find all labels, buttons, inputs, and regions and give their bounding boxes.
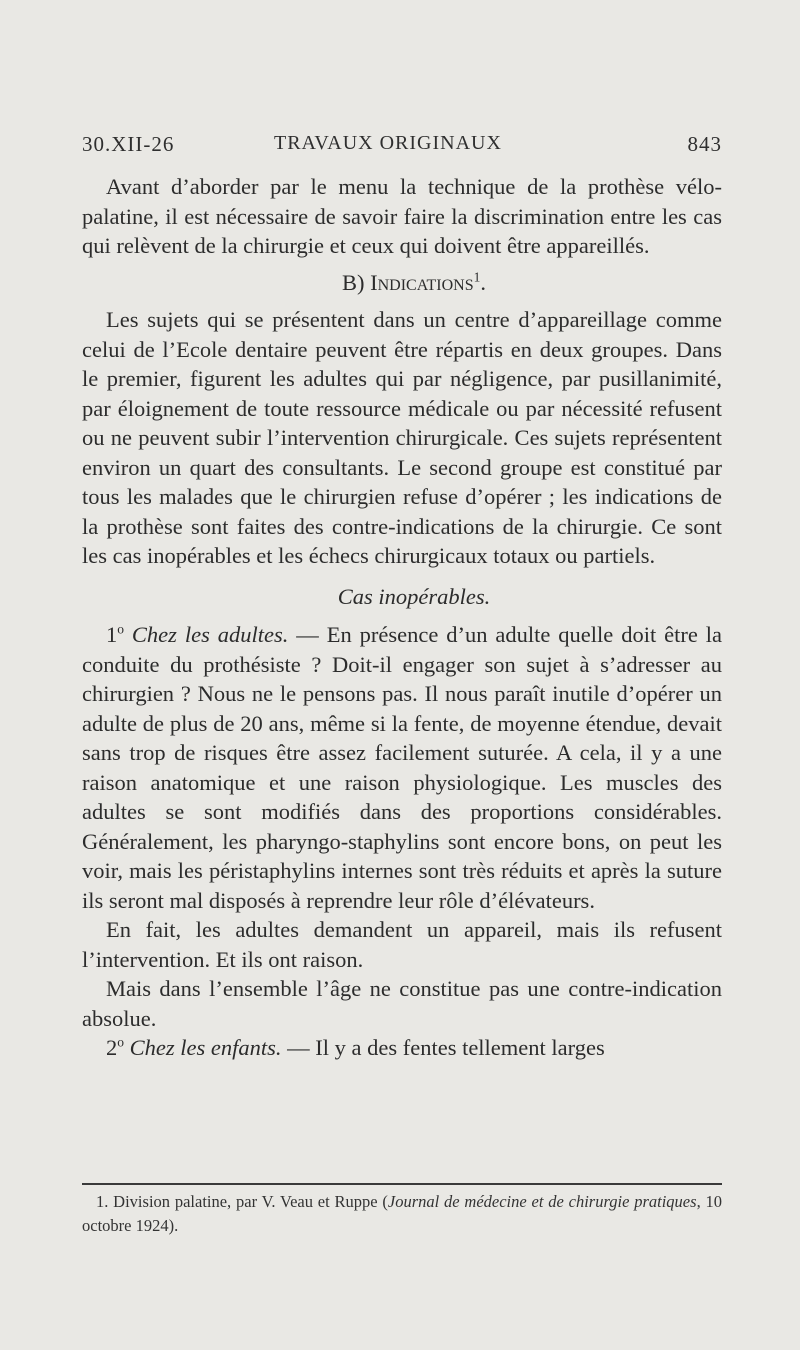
footnote: [82, 1190, 722, 1238]
footnote-text-end: , 10 octobre 1924).: [82, 1192, 722, 1235]
degree-mark: o: [117, 1034, 124, 1050]
paragraph-age: Mais dans l’ensemble l’âge ne constitue pas une contre-indication absolue.: [82, 976, 722, 1031]
intro-paragraph: Avant d’aborder par le menu la technique de la prothèse vélo-palatine, il est nécessaire de savoir faire la discrimination entre les cas qui relèvent de la chirurgie et ceux qui doivent être appareillés.: [82, 174, 722, 258]
footnote-journal: Journal de médecine et de chirurgie pratiques: [387, 1192, 697, 1211]
item-label-adults: Chez les adultes.: [131, 622, 289, 647]
section-label: B): [342, 269, 365, 295]
section-heading-indications: [82, 268, 722, 298]
item-number: 1: [106, 622, 118, 647]
page-number: 843: [687, 132, 722, 156]
paragraph-children: [82, 1033, 722, 1063]
item-number: 2: [106, 1035, 118, 1060]
paragraph-adults: [82, 620, 722, 915]
footnote-text-start: Division palatine, par V. Veau et Ruppe (: [108, 1192, 388, 1211]
footnote-reference: 1: [473, 269, 481, 284]
section-period: .: [480, 269, 486, 295]
section-title: Indications: [370, 269, 474, 295]
paragraph-refuse: En fait, les adultes demandent un appareil, mais ils refusent l’intervention. Et ils ont raison.: [82, 917, 722, 972]
subheading-inoperable-cases: Cas inopérables.: [337, 583, 491, 609]
paragraph-groups: Les sujets qui se présentent dans un centre d’appareillage comme celui de l’Ecole dentaire peuvent être répartis en deux groupes. Dans le premier, figurent les adultes qui par négligence, par pusillanimité, par éloignement de toute ressource médicale ou par nécessité refusent ou ne peuvent subir l’intervention chirurgicale. Ces sujets représentent environ un quart des consultants. Le second groupe est constitué par tous les malades que le chirurgien refuse d’opérer ; les indications de la prothèse sont faites des contre-indications de la chirurgie. Ce sont les cas inopérables et les échecs chirurgicaux totaux ou partiels.: [82, 307, 722, 568]
header-date: 30.XII-26: [82, 132, 175, 156]
degree-mark: o: [117, 621, 124, 637]
header-section: TRAVAUX ORIGINAUX: [274, 132, 502, 154]
footnote-divider: [82, 1183, 722, 1185]
footnote-number: 1.: [96, 1192, 109, 1211]
adults-text: — En présence d’un adulte quelle doit être la conduite du prothésiste ? Doit-il engager son sujet à s’adresser au chirurgien ? Nous ne le pensons pas. Il nous paraît inutile d’opérer un adulte de plus de 20 ans, même si la fente, de moyenne étendue, devait sans trop de risques être assez facilement suturée. A cela, il y a une raison anatomique et une raison physiologique. Les muscles des adultes se sont modifiés dans des proportions considérables. Généralement, les pharyngo-staphylins sont encore bons, on peut les voir, mais les péristaphylins internes sont très réduits et après la suture ils seront mal disposés à reprendre leur rôle d’élévateurs.: [82, 622, 722, 913]
item-label-children: Chez les enfants.: [129, 1035, 282, 1060]
children-text: — Il y a des fentes tellement larges: [281, 1035, 605, 1060]
page-header: [82, 132, 722, 162]
body-text: [82, 172, 722, 1063]
